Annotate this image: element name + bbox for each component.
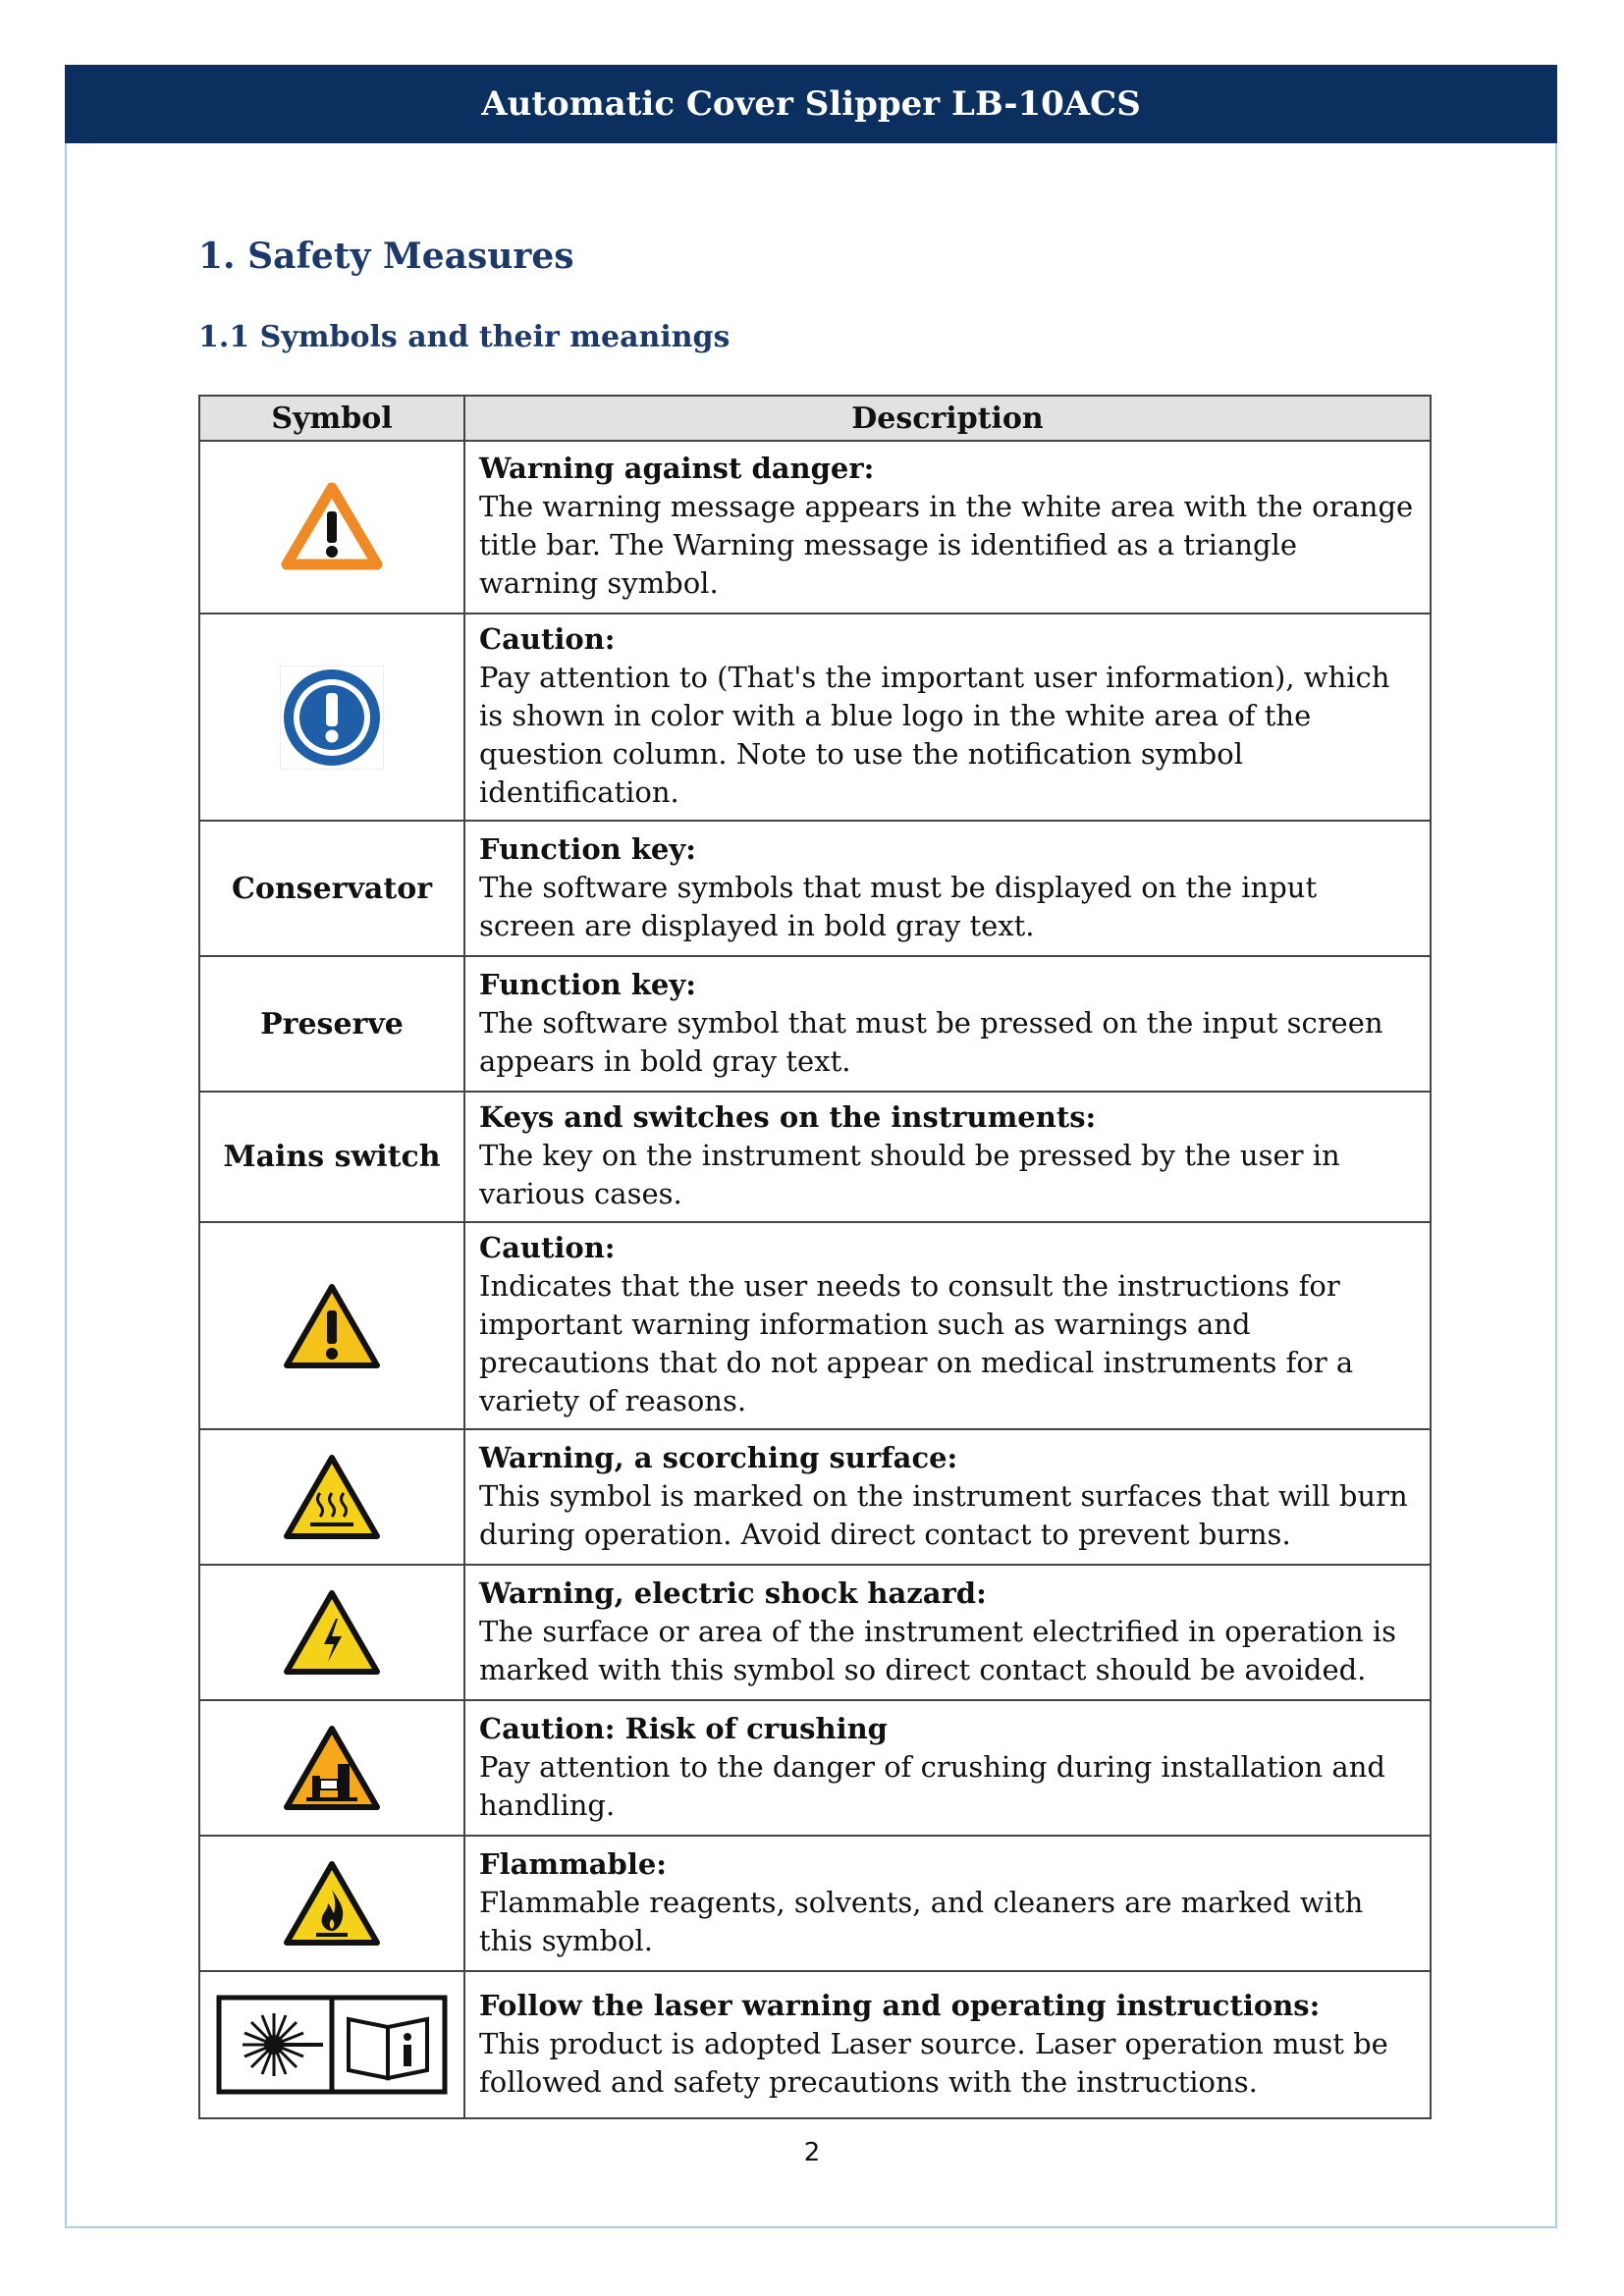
description-cell [464,821,1431,956]
symbol-cell [199,1700,464,1836]
symbol-label-mains-switch: Mains switch [223,1140,441,1174]
description-body: Pay attention to (That's the important user information), which is shown in color with a blue logo in the white area of the question column. Note to use the notification symbol identification. [479,661,1390,809]
yellow-caution-triangle-icon [283,1283,381,1369]
table-row [199,1092,1431,1222]
table-row [199,1700,1431,1836]
electric-shock-icon [283,1589,381,1676]
table-row [199,1429,1431,1565]
symbol-column-header: Symbol [199,396,464,441]
laser-and-manual-icon [215,1994,449,2096]
orange-warning-triangle-icon [281,482,383,572]
description-cell [464,1092,1431,1222]
symbol-cell [199,821,464,956]
table-row [199,441,1431,614]
description-title: Warning, a scorching surface: [479,1440,958,1474]
description-body: The software symbols that must be displayed on the input screen are displayed in bold gray text. [479,870,1318,942]
symbol-cell [199,1565,464,1700]
description-body: Flammable reagents, solvents, and cleaners are marked with this symbol. [479,1885,1364,1957]
description-cell [464,1565,1431,1700]
crushing-hazard-icon [283,1725,381,1811]
description-cell [464,614,1431,821]
symbol-cell [199,614,464,821]
description-title: Warning against danger: [479,452,875,485]
symbol-label-preserve: Preserve [260,1006,404,1041]
description-body: The warning message appears in the white area with the orange title bar. The Warning message is identified as a triangle warning symbol. [479,490,1414,600]
description-title: Function key: [479,831,696,866]
description-cell [464,1836,1431,1971]
description-body: Indicates that the user needs to consult the instructions for important warning information such as warnings and precautions that do not appear on medical instruments for a variety of reasons. [479,1269,1354,1417]
description-body: This symbol is marked on the instrument surfaces that will burn during operation. Avoid direct contact to prevent burns. [479,1478,1408,1551]
description-title: Caution: [479,1231,616,1264]
description-body: Pay attention to the danger of crushing during installation and handling. [479,1749,1385,1822]
description-cell [464,1222,1431,1429]
manual-book-icon [349,2019,427,2078]
description-body: The key on the instrument should be pressed by the user in various cases. [479,1139,1340,1210]
description-title: Function key: [479,967,696,1001]
symbol-cell [199,1222,464,1429]
description-title: Caution: Risk of crushing [479,1711,888,1745]
symbols-table [198,395,1432,2119]
description-body: This product is adopted Laser source. Laser operation must be followed and safety precautions with the instructions. [479,2026,1388,2099]
document-header: Automatic Cover Slipper LB-10ACS [65,65,1557,143]
table-row [199,1836,1431,1971]
section-heading: 1. Safety Measures [198,236,574,277]
table-row [199,821,1431,956]
description-title: Flammable: [479,1846,668,1881]
description-cell [464,1429,1431,1565]
symbol-cell [199,1971,464,2118]
table-row [199,1565,1431,1700]
blue-exclamation-circle-icon [280,666,384,770]
description-title: Warning, electric shock hazard: [479,1575,987,1610]
description-column-header: Description [464,396,1431,441]
symbol-cell [199,441,464,614]
subsection-heading: 1.1 Symbols and their meanings [198,320,731,354]
description-cell [464,956,1431,1092]
description-cell [464,441,1431,614]
hot-surface-icon [283,1454,381,1540]
description-body: The surface or area of the instrument electrified in operation is marked with this symbol so direct contact should be avoided. [479,1614,1397,1686]
symbol-cell [199,1092,464,1222]
symbol-label-conservator: Conservator [231,871,433,906]
table-header-row [199,396,1431,441]
description-body: The software symbol that must be pressed on the input screen appears in bold gray text. [479,1005,1383,1078]
table-row [199,1222,1431,1429]
description-title: Caution: [479,622,616,656]
description-title: Follow the laser warning and operating instructions: [479,1988,1321,2022]
table-row [199,1971,1431,2118]
page-number: 2 [803,2138,821,2167]
flammable-icon [283,1860,381,1947]
table-row [199,956,1431,1092]
symbol-cell [199,1836,464,1971]
description-cell [464,1971,1431,2118]
description-cell [464,1700,1431,1836]
table-row [199,614,1431,821]
symbol-cell [199,956,464,1092]
symbol-cell [199,1429,464,1565]
description-title: Keys and switches on the instruments: [479,1100,1097,1134]
